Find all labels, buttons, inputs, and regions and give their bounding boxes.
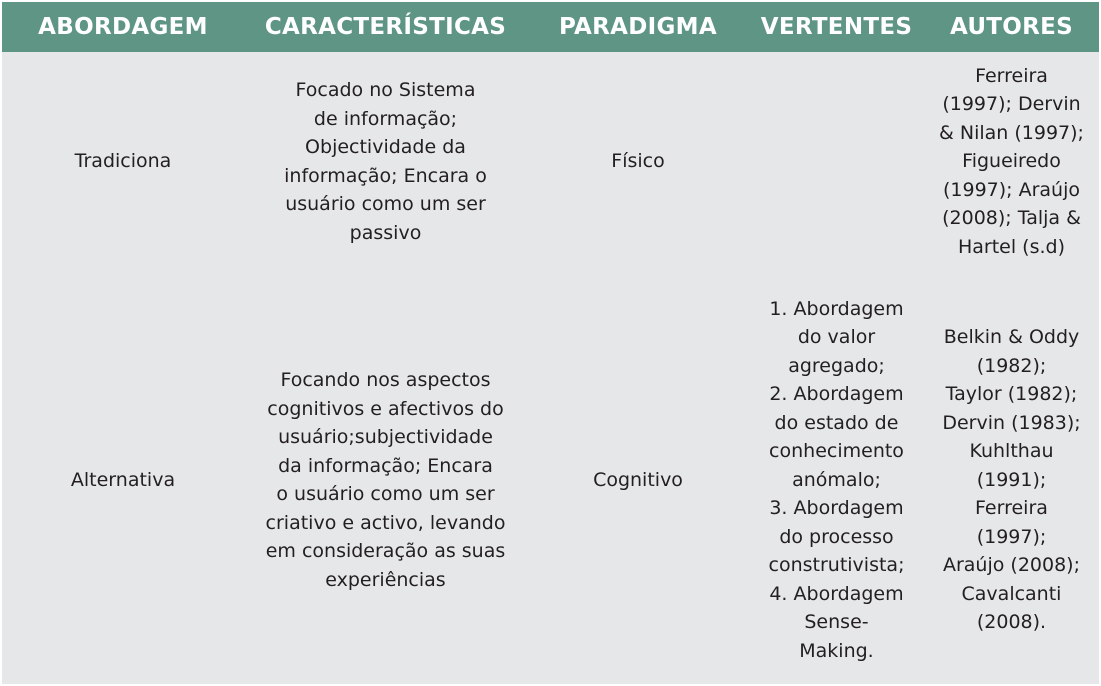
cell-vertentes xyxy=(749,60,924,263)
cell-caracteristicas: Focado no Sistema de informação; Objectividade da informação; Encara o usuário como um ser passivo xyxy=(284,79,487,244)
cell-autores: Belkin & Oddy (1982); Taylor (1982); Dervin (1983); Kuhlthau (1991); Ferreira (1997); Araújo (2008); Cavalcanti (2008). xyxy=(942,326,1081,634)
header-caracteristicas: CARACTERÍSTICAS xyxy=(264,14,507,40)
cell-caracteristicas: Focando nos aspectos cognitivos e afectivos do usuário;subjectividade da informação; Encara o usuário como um ser criativo e activo, levando em consideração as suas experiências xyxy=(265,369,506,591)
header-autores: AUTORES xyxy=(949,14,1074,40)
header-abordagem: ABORDAGEM xyxy=(38,14,208,40)
cell-paradigma: Cognitivo xyxy=(593,468,683,491)
cell-paradigma: Físico xyxy=(611,150,665,173)
cell-abordagem: Alternativa xyxy=(70,468,176,491)
cell-abordagem: Tradiciona xyxy=(74,150,172,173)
info-behavior-table xyxy=(2,2,1099,684)
cell-autores: Ferreira (1997); Dervin & Nilan (1997); Figueiredo (1997); Araújo (2008); Talja & Hartel (s.d) xyxy=(939,64,1084,258)
table-header xyxy=(2,2,1099,52)
cell-vertentes: 1. Abordagem do valor agregado; 2. Abordagem do estado de conhecimento anómalo; 3. Abordagem do processo construtivista; 4. Abordagem Sense- Making. xyxy=(768,297,905,662)
header-paradigma: PARADIGMA xyxy=(559,14,717,40)
header-vertentes: VERTENTES xyxy=(760,14,913,40)
